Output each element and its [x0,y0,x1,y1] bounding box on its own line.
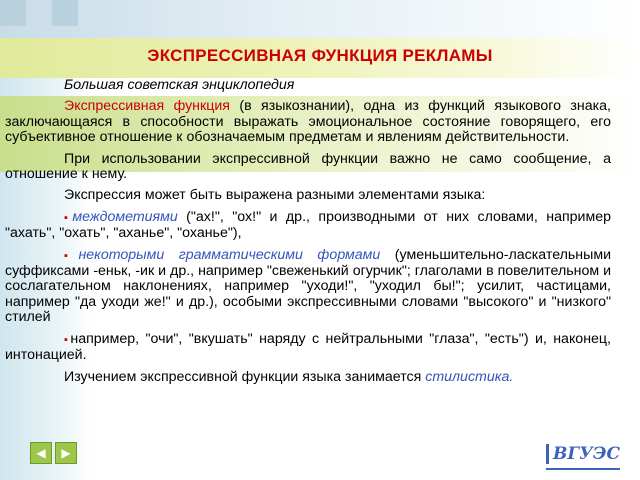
bullet-grammar-text: (уменьшительно-ласкательными суффиксами -еньк, -ик и др., например "свеженький огурчик"; глаголами в повелительном и сослагательном наклонениях, например "уходи!", "уходил бы!"; усилит, частицами, например "да уходи же!" и др.), особыми экспрессивными словами "высокого" и "низкого" стилей [5,246,611,326]
paragraph-expression: Экспрессия может быть выражена разными элементами языка: [64,187,486,204]
slide-navigation [30,442,77,464]
bullet-examples-text: например, "очи", "вкушать" наряду с нейтральными "глаза", "есть") и, наконец, интонацией. [5,330,611,364]
bullet-examples [5,332,611,364]
paragraph-stylistics-text: Изучением экспрессивной функции языка занимается [64,368,426,385]
arrow-right-icon: ▶ [61,446,71,460]
bullet-grammar-emphasis: некоторыми грамматическими формами [78,246,381,263]
slide-content [5,78,611,391]
paragraph-importance: При использовании экспрессивной функции важно не само сообщение, а отношение к нему. [5,150,611,183]
source-line: Большая советская энциклопедия [64,77,295,93]
bullet-interjections-emphasis: междометиями [72,208,178,225]
definition-term: Экспрессивная функция [64,98,230,115]
paragraph-stylistics [5,370,611,385]
university-logo [546,440,620,470]
logo-mark-icon [546,444,549,464]
decorative-top-band [0,0,640,38]
definition-paragraph [5,99,611,145]
logo-text: ВГУЭС [553,444,620,464]
slide-title: ЭКСПРЕССИВНАЯ ФУНКЦИЯ РЕКЛАМЫ [147,46,493,65]
bullet-grammar-forms [5,248,611,326]
bullet-interjections-text: ("ах!", "ох!" и др., производными от них словами, например "ахать", "охать", "аханье", "оханье"), [5,208,611,242]
definition-text: (в языкознании), одна из функций языкового знака, заключающаяся в способности выражать эмоциональное состояние говорящего, его субъективное отношение к обозначаемым предметам и явлениям действительности. [5,98,611,146]
prev-slide-button[interactable] [30,442,52,464]
bullet-interjections [5,210,611,242]
stylistics-term: стилистика. [425,368,514,385]
next-slide-button[interactable] [55,442,77,464]
arrow-left-icon: ◀ [36,446,46,460]
